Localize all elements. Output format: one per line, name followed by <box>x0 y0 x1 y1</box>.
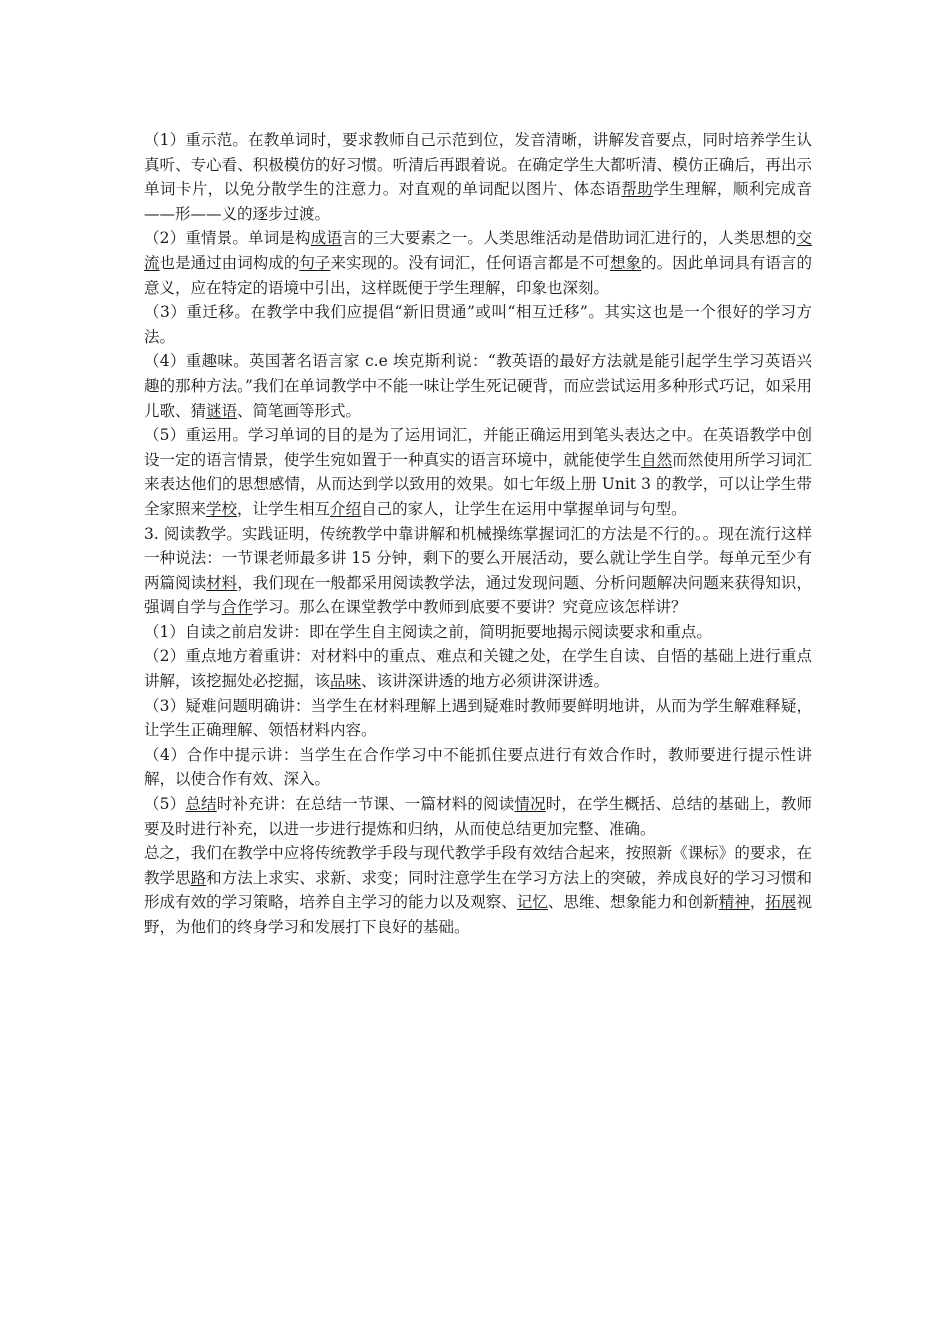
text-run: 时，在学生概括、总结的基础上，教师要及时进行补充，以进一步进行提炼和归纳，从而使总结更加完整、准确。 <box>144 795 812 838</box>
text-run: 而然使用所学习词汇来表达他们的思想感情，从而达到学以致用的效果。如七年级上册 Unit 3 的教学，可以让学生带全家照来 <box>144 450 812 518</box>
paragraph <box>144 423 812 521</box>
underlined-term: 情况 <box>514 795 546 814</box>
text-run: 、思维、想象能力和创新 <box>547 893 719 912</box>
text-run: ，让学生相互 <box>237 499 331 518</box>
text-run: （5） <box>144 795 186 814</box>
text-run: ，我们现在一般都采用阅读教学法，通过发现问题、分析问题解决问题来获得知识，强调自学与 <box>144 573 812 617</box>
underlined-term: 句子 <box>299 253 331 272</box>
paragraph <box>144 128 812 226</box>
paragraph <box>144 841 812 939</box>
paragraph <box>144 792 812 841</box>
underlined-term: 介绍 <box>330 499 362 518</box>
text-run: 也是通过由词构成的 <box>159 253 300 272</box>
text-run: （3）疑难问题明确讲：当学生在材料理解上遇到疑难时教师要鲜明地讲，从而为学生解难释疑，让学生正确理解、领悟材料内容。 <box>144 696 812 740</box>
text-run: 、该讲深讲透的地方必须讲深讲透。 <box>361 672 610 691</box>
text-run: 的。因此单词具有语言的意义，应在特定的语境中引出，这样既便于学生理解，印象也深刻。 <box>144 253 812 297</box>
paragraph <box>144 522 812 620</box>
text-run: 视野，为他们的终身学习和发展打下良好的基础。 <box>144 893 812 936</box>
paragraph <box>144 694 812 743</box>
paragraph <box>144 300 812 349</box>
underlined-term: 合作 <box>221 598 253 617</box>
text-run: （4）重趣味。英国著名语言家 c.e 埃克斯利说：“教英语的最好方法就是能引起学生学习英语兴趣的那种方法。”我们在单词教学中不能一味让学生死记硬背，而应尝试运用多种形式巧记，如采用儿歌、猜 <box>144 352 812 420</box>
text-run: （1）自读之前启发讲：即在学生自主阅读之前，简明扼要地揭示阅读要求和重点。 <box>144 622 712 641</box>
text-run: 3. 阅读教学。实践证明，传统教学中靠讲解和机械操练掌握词汇的方法是不行的。。现在流行这样一种说法：一节课老师最多讲 15 分钟，剩下的要么开展活动，要么就让学生自学。每单元至少有两篇阅读 <box>144 524 812 592</box>
underlined-term: 学校 <box>206 499 238 518</box>
text-run: （3）重迁移。在教学中我们应提倡“新旧贯通”或叫“相互迁移”。其实这也是一个很好的学习方法。 <box>144 303 812 346</box>
underlined-term: 路 <box>190 868 207 887</box>
text-run: 时补充讲：在总结一节课、一篇材料的阅读 <box>216 795 515 814</box>
text-run: 自己的家人，让学生在运用中掌握单词与句型。 <box>361 499 687 518</box>
underlined-term: 总结 <box>185 795 217 814</box>
underlined-term: 帮助 <box>621 180 654 199</box>
text-run: 和方法上求实、求新、求变；同时注意学生在学习方法上的突破，养成良好的学习习惯和形成有效的学习策略，培养自主学习的能力以及观察、 <box>144 868 812 912</box>
text-run: 来实现的。没有词汇，任何语言都是不可 <box>330 253 611 272</box>
text-run: 学生理解，顺利完成音——形——义的逐步过渡。 <box>144 180 812 223</box>
paragraph <box>144 620 812 645</box>
underlined-term: 谜语 <box>206 401 238 420</box>
paragraph <box>144 349 812 423</box>
text-run: （1）重示范。在教单词时，要求教师自己示范到位，发音清晰，讲解发音要点，同时培养学生认真听、专心看、积极模仿的好习惯。听清后再跟着说。在确定学生大都听清、模仿正确后，再出示单词卡片，以免分散学生的注意力。对直观的单词配以图片、体态语 <box>144 131 812 199</box>
underlined-term: 自然 <box>641 450 673 469</box>
underlined-term: 精神 <box>718 893 750 912</box>
underlined-term: 成语 <box>310 229 343 248</box>
text-run: （4）合作中提示讲：当学生在合作学习中不能抓住要点进行有效合作时，教师要进行提示性讲解，以使合作有效、深入。 <box>144 745 812 789</box>
underlined-term: 交流 <box>144 229 812 272</box>
text-run: 言的三大要素之一。人类思维活动是借助词汇进行的，人类思想的 <box>342 229 797 248</box>
underlined-term: 拓展 <box>765 893 797 912</box>
document-body <box>144 128 812 940</box>
paragraph <box>144 226 812 300</box>
underlined-term: 想象 <box>610 253 642 272</box>
text-run: （2）重点地方着重讲：对材料中的重点、难点和关键之处，在学生自读、自悟的基础上进行重点讲解，该挖掘处必挖掘，该 <box>144 647 812 691</box>
text-run: 学习。那么在课堂教学中教师到底要不要讲？究竟应该怎样讲？ <box>252 598 687 617</box>
text-run: ， <box>749 893 766 912</box>
underlined-term: 材料 <box>206 573 238 592</box>
paragraph <box>144 743 812 792</box>
paragraph <box>144 644 812 693</box>
underlined-term: 品味 <box>330 672 362 691</box>
text-run: 、简笔画等形式。 <box>237 401 362 420</box>
text-run: （5）重运用。学习单词的目的是为了运用词汇，并能正确运用到笔头表达之中。在英语教学中创设一定的语言情景，使学生宛如置于一种真实的语言环境中，就能使学生 <box>144 426 812 469</box>
text-run: 总之，我们在教学中应将传统教学手段与现代教学手段有效结合起来，按照新《课标》的要求，在教学思 <box>144 844 812 887</box>
text-run: （2）重情景。单词是构 <box>144 229 311 248</box>
underlined-term: 记忆 <box>516 893 548 912</box>
